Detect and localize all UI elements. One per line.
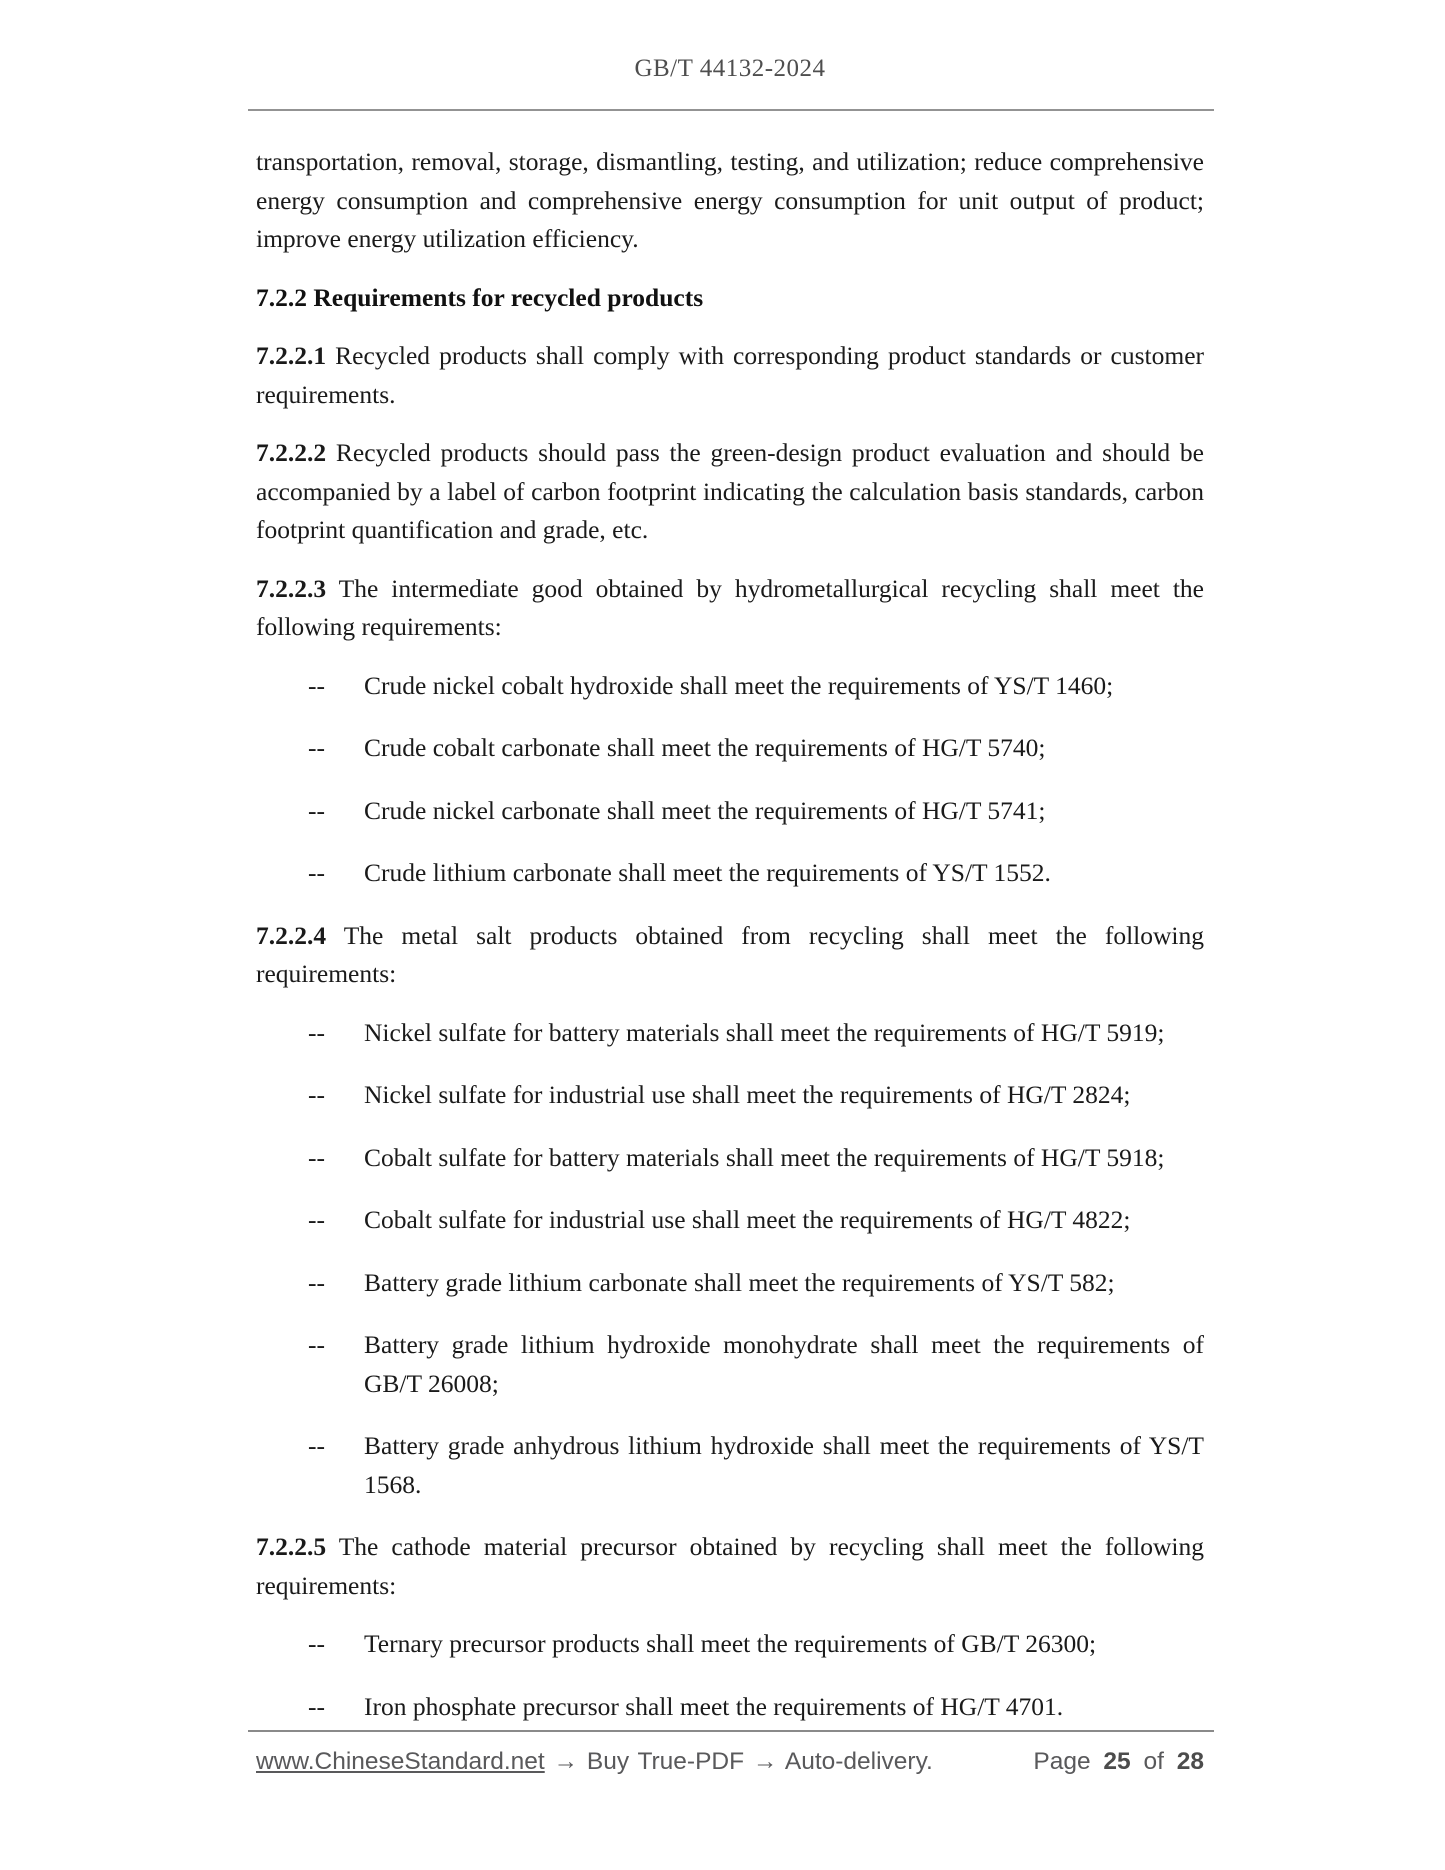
- list-item: [256, 1625, 1204, 1664]
- total-page-number: 28: [1176, 1748, 1204, 1775]
- list-dash: --: [308, 1691, 325, 1721]
- list-dash: --: [308, 795, 325, 825]
- page-indicator: [1033, 1748, 1204, 1776]
- list-item-text: Nickel sulfate for industrial use shall meet the requirements of HG/T 2824;: [364, 1080, 1131, 1109]
- clause-text: The intermediate good obtained by hydrometallurgical recycling shall meet the following requirements:: [256, 573, 1204, 641]
- list-item-text: Battery grade lithium hydroxide monohydrate shall meet the requirements of GB/T 26008;: [364, 1330, 1204, 1398]
- of-word: of: [1143, 1748, 1164, 1775]
- list-item: [256, 854, 1204, 893]
- clause-text: The cathode material precursor obtained by recycling shall meet the following requirements:: [256, 1532, 1204, 1600]
- arrow-right-icon: →: [553, 1748, 579, 1775]
- paragraph-text: transportation, removal, storage, dismantling, testing, and utilization; reduce comprehensive energy consumption and comprehensive energy consumption for unit output of product; improve energy utilization efficiency.: [256, 147, 1204, 253]
- clause-7225: [256, 1528, 1204, 1605]
- list-dash: --: [308, 1205, 325, 1234]
- list-item-text: Crude nickel carbonate shall meet the requirements of HG/T 5741;: [364, 795, 1046, 825]
- clause-7223: [256, 570, 1204, 647]
- list-item: [256, 1139, 1204, 1178]
- list-item: [256, 1076, 1204, 1115]
- doc-number-header: GB/T 44132-2024: [634, 55, 826, 82]
- list-item: [256, 667, 1204, 706]
- clause-number: 7.2.2.5: [256, 1532, 327, 1561]
- footer-source-line: [256, 1748, 933, 1776]
- list-item-text: Cobalt sulfate for industrial use shall meet the requirements of HG/T 4822;: [364, 1205, 1131, 1234]
- list-item-text: Ternary precursor products shall meet the requirements of GB/T 26300;: [364, 1629, 1097, 1658]
- document-body: [256, 143, 1204, 1750]
- section-heading-722: 7.2.2 Requirements for recycled products: [256, 282, 704, 312]
- list-item: [256, 1264, 1204, 1303]
- footer-delivery-text: Auto-delivery.: [784, 1748, 933, 1775]
- list-dash: --: [308, 1629, 325, 1658]
- list-item: [256, 1201, 1204, 1240]
- list-item-text: Nickel sulfate for battery materials shall meet the requirements of HG/T 5919;: [364, 1017, 1165, 1047]
- list-dash: --: [308, 733, 325, 762]
- list-item: [256, 1326, 1204, 1403]
- list-dash: --: [308, 1142, 325, 1172]
- clause-7224: [256, 917, 1204, 994]
- list-item-text: Iron phosphate precursor shall meet the requirements of HG/T 4701.: [364, 1691, 1064, 1721]
- list-item: [256, 1014, 1204, 1053]
- clause-number: 7.2.2.2: [256, 438, 327, 467]
- list-item-text: Crude lithium carbonate shall meet the requirements of YS/T 1552.: [364, 858, 1051, 887]
- list-item: [256, 1427, 1204, 1504]
- list-dash: --: [308, 1017, 325, 1047]
- continuation-paragraph: [256, 143, 1204, 259]
- list-dash: --: [308, 1080, 325, 1109]
- header-rule: [248, 109, 1214, 111]
- list-dash: --: [308, 858, 325, 887]
- list-dash: --: [308, 1267, 325, 1297]
- list-item-text: Cobalt sulfate for battery materials shall meet the requirements of HG/T 5918;: [364, 1142, 1165, 1172]
- list-item-text: Battery grade anhydrous lithium hydroxide shall meet the requirements of YS/T 1568.: [364, 1431, 1204, 1499]
- list-dash: --: [308, 670, 325, 700]
- list-item-text: Crude cobalt carbonate shall meet the requirements of HG/T 5740;: [364, 733, 1046, 762]
- clause-7222: [256, 434, 1204, 550]
- list-item: [256, 792, 1204, 831]
- list-item: [256, 729, 1204, 768]
- list-item-text: Battery grade lithium carbonate shall meet the requirements of YS/T 582;: [364, 1267, 1115, 1297]
- clause-number: 7.2.2.3: [256, 573, 327, 603]
- page-footer: [256, 1748, 1204, 1776]
- clause-text: The metal salt products obtained from recycling shall meet the following requirements:: [256, 920, 1204, 988]
- clause-text: Recycled products should pass the green-design product evaluation and should be accompanied by a label of carbon footprint indicating the calculation basis standards, carbon footprint quantification and grade, etc.: [256, 438, 1204, 544]
- clause-number: 7.2.2.4: [256, 920, 327, 950]
- footer-website-link[interactable]: www.ChineseStandard.net: [256, 1748, 545, 1775]
- arrow-right-icon: →: [752, 1748, 778, 1775]
- list-dash: --: [308, 1431, 325, 1460]
- footer-rule: [248, 1730, 1214, 1732]
- list-dash: --: [308, 1330, 325, 1359]
- list-item-text: Crude nickel cobalt hydroxide shall meet the requirements of YS/T 1460;: [364, 670, 1114, 700]
- current-page-number: 25: [1103, 1748, 1131, 1775]
- clause-7221: [256, 337, 1204, 414]
- list-item: [256, 1688, 1204, 1727]
- clause-number: 7.2.2.1: [256, 341, 327, 370]
- page-word: Page: [1033, 1748, 1091, 1775]
- clause-text: Recycled products shall comply with corresponding product standards or customer requirements.: [256, 341, 1204, 409]
- footer-buy-text: Buy True-PDF: [586, 1748, 745, 1775]
